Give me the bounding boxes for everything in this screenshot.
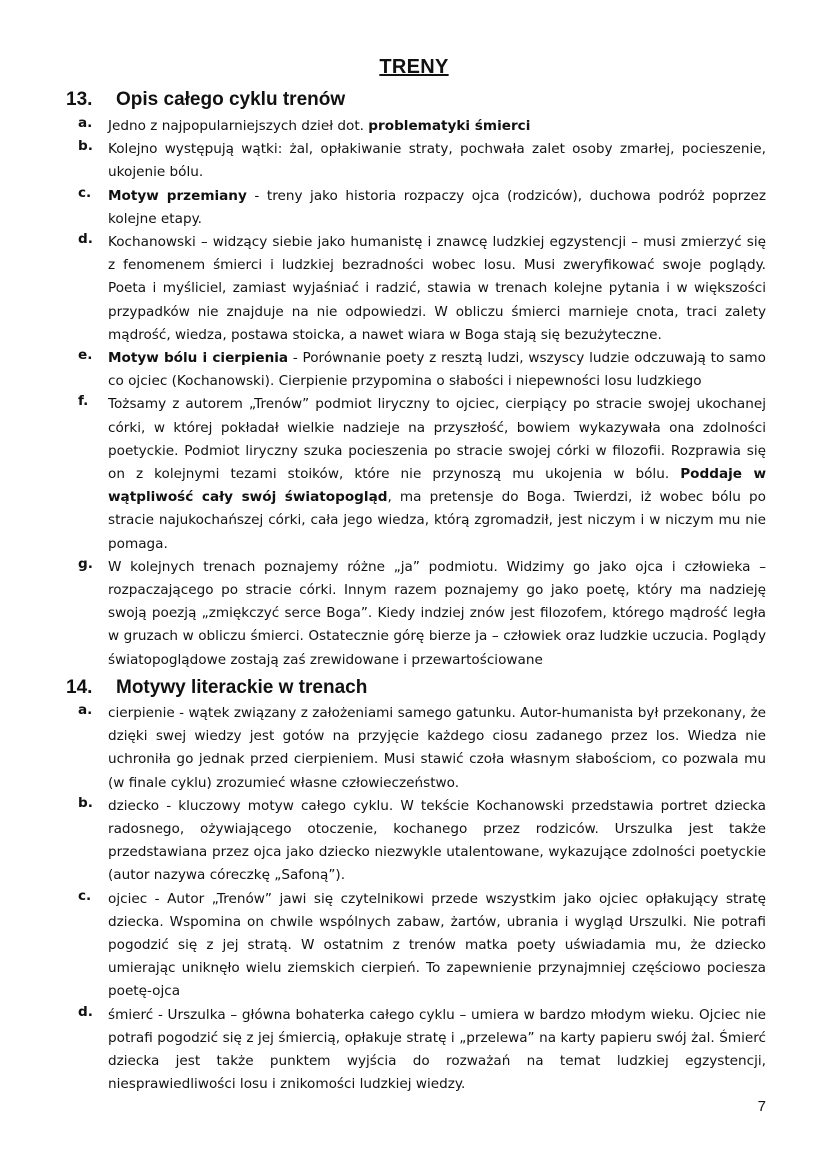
item-text bbox=[108, 393, 766, 555]
list-item bbox=[78, 393, 766, 555]
list-item bbox=[78, 138, 766, 184]
text-run: śmierć - Urszulka – główna bohaterka całego cyklu – umiera w bardzo młodym wieku. Ojciec nie potrafi pogodzić się z jej śmiercią, opłakuje stratę i „przelewa” na karty papieru swój żal. Śmierć dziecka jest także punktem wyjścia do rozważań na temat ludzkiej egzystencji, niesprawiedliwości losu i znikomości ludzkiej wiedzy. bbox=[108, 1006, 766, 1093]
item-text bbox=[108, 795, 766, 888]
item-text bbox=[108, 231, 766, 347]
text-run: , ma pretensje do Boga. Twierdzi, iż wobec bólu po stracie najukochańszej córki, cała jego wiedza, którą zgromadził, jest niczym i w niczym mu nie pomaga. bbox=[108, 489, 766, 552]
item-letter: c. bbox=[78, 184, 92, 201]
section-title: Opis całego cyklu trenów bbox=[116, 89, 346, 110]
list-item bbox=[78, 231, 766, 347]
text-run: ojciec - Autor „Trenów” jawi się czytelnikowi przede wszystkim jako ojciec opłakujący stratę dziecka. Wspomina on chwile wspólnych zabaw, żartów, ubrania i wygląd Urszulki. Nie potrafi pogodzić się z jej stratą. W ostatnim z trenów matka poety uświadamia mu, że dziecko umierając uniknęło wielu ziemskich cierpień. To zapewnienie przynajmniej częściowo pociesza poetę-ojca bbox=[108, 890, 766, 1000]
text-run: dziecko - kluczowy motyw całego cyklu. W tekście Kochanowski przedstawia portret dziecka radosnego, ożywiającego otoczenie, kochanego przez rodziców. Urszulka jest także przedstawiana przez ojca jako dziecko niezwykle utalentowane, wykazujące zdolności poetyckie (autor nazywa córeczkę „Safoną”). bbox=[108, 797, 766, 884]
list-item bbox=[78, 1004, 766, 1097]
section-number: 14. bbox=[66, 677, 93, 698]
item-letter: c. bbox=[78, 887, 92, 904]
list-item bbox=[78, 795, 766, 888]
bold-phrase: Motyw przemiany bbox=[108, 187, 247, 204]
item-text bbox=[108, 702, 766, 795]
text-run: Kochanowski – widzący siebie jako humanistę i znawcę ludzkiej egzystencji – musi zmierzyć się z fenomenem śmierci i ludzkiej bezradności wobec losu. Musi zweryfikować swoje poglądy. Poeta i myśliciel, zamiast wyjaśniać i radzić, stawia w trenach kolejne pytania i w większości przypadków nie znajduje na nie odpowiedzi. W obliczu śmierci marnieje cnota, traci zalety mądrość, wiedza, postawa stoicka, a nawet wiara w Boga stają się bezużyteczne. bbox=[108, 234, 766, 343]
text-run: W kolejnych trenach poznajemy różne „ja” podmiotu. Widzimy go jako ojca i człowieka – rozpaczającego po stracie córki. Innym razem poznajemy go jako poetę, który ma nadzieję swoją poezją „zmiękczyć serce Boga”. Kiedy indziej znów jest filozofem, którego mądrość legła w gruzach w obliczu śmierci. Ostatecznie górę bierze ja – człowiek oraz ludzkie uczucia. Poglądy światopoglądowe zostają zaś zrewidowane i przewartościowane bbox=[108, 558, 766, 668]
section-number: 13. bbox=[66, 89, 93, 110]
text-run: - treny jako historia rozpaczy ojca (rodziców), duchowa podróż poprzez kolejne etapy. bbox=[108, 187, 766, 227]
bold-phrase: problematyki śmierci bbox=[368, 118, 531, 134]
item-letter: d. bbox=[78, 1003, 93, 1020]
bold-phrase: Motyw bólu i cierpienia bbox=[108, 350, 289, 367]
section-13-list bbox=[78, 115, 766, 672]
item-text bbox=[108, 185, 766, 231]
document-title: TRENY bbox=[379, 56, 449, 78]
section-heading-14 bbox=[66, 677, 367, 699]
item-text bbox=[108, 888, 766, 1004]
list-item bbox=[78, 347, 766, 393]
item-letter: f. bbox=[78, 393, 89, 410]
text-run: Kolejno występują wątki: żal, opłakiwanie straty, pochwała zalet osoby zmarłej, pocieszenie, ukojenie bólu. bbox=[108, 141, 766, 181]
item-letter: a. bbox=[78, 115, 93, 131]
bold-phrase: Poddaje w wątpliwość cały swój światopogląd bbox=[108, 466, 767, 506]
item-letter: g. bbox=[78, 555, 93, 572]
item-text bbox=[108, 138, 766, 184]
list-item bbox=[78, 556, 766, 672]
list-item bbox=[78, 185, 766, 231]
page-number: 7 bbox=[757, 1098, 766, 1115]
item-letter: b. bbox=[78, 138, 93, 155]
item-text bbox=[108, 1004, 766, 1097]
text-run: - Porównanie poety z resztą ludzi, wszyscy ludzie odczuwają to samo co ojciec (Kochanowski). Cierpienie przypomina o słabości i niepewności losu ludzkiego bbox=[108, 350, 766, 390]
item-text bbox=[108, 556, 766, 672]
item-text bbox=[108, 347, 766, 393]
text-run: Tożsamy z autorem „Trenów” podmiot liryczny to ojciec, cierpiący po stracie swojej ukochanej córki, w której pokładał wielkie nadzieje na przyszłość, bowiem wykazywała ona zdolności poetyckie. Podmiot liryczny szuka pocieszenia po stracie swojej córki w filozofii. Rozprawia się on z kolejnymi tezami stoików, które nie przynoszą mu ukojenia w bólu. bbox=[108, 396, 766, 483]
item-letter: e. bbox=[78, 347, 93, 364]
item-text bbox=[108, 115, 766, 138]
list-item bbox=[78, 115, 766, 138]
section-14-list bbox=[78, 702, 766, 1096]
list-item bbox=[78, 702, 766, 795]
list-item bbox=[78, 888, 766, 1004]
section-heading-13 bbox=[66, 89, 345, 111]
text-run: cierpienie - wątek związany z założeniami samego gatunku. Autor-humanista był przekonany, że dzięki swej wiedzy jest gotów na przyjęcie każdego ciosu zadanego przez los. Wiedza nie uchroniła go jednak przed cierpieniem. Musi stawić czoła własnym słabościom, co pozwala mu (w finale cyklu) zrozumieć własne człowieczeństwo. bbox=[108, 705, 766, 791]
item-letter: d. bbox=[78, 231, 93, 248]
text-run: Jedno z najpopularniejszych dzieł dot. bbox=[108, 118, 369, 134]
item-letter: b. bbox=[78, 794, 93, 811]
section-title: Motywy literackie w trenach bbox=[116, 677, 368, 698]
item-letter: a. bbox=[78, 702, 93, 718]
